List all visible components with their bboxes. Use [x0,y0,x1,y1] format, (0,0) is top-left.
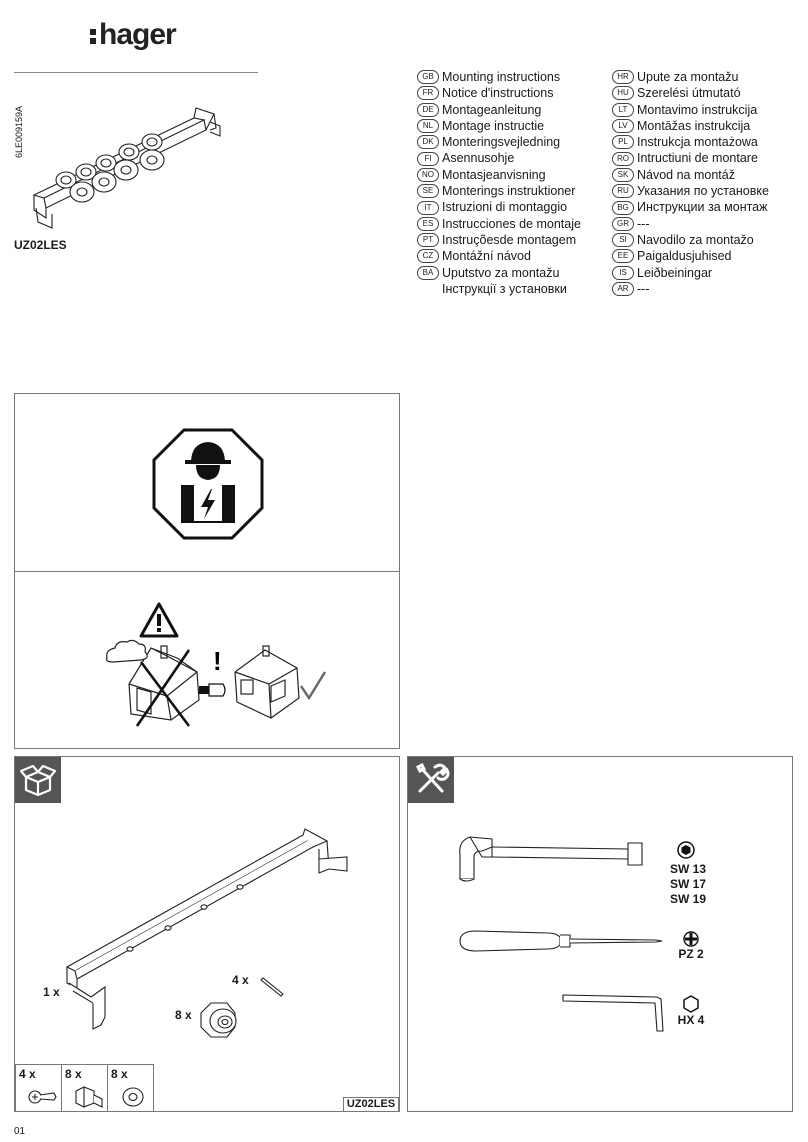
language-title: Instruçõesde montagem [442,232,577,247]
language-row [612,248,769,264]
language-row [612,199,769,215]
language-code-badge: HU [612,86,634,100]
screw-icon [26,1085,58,1109]
language-code-badge: LT [612,103,634,117]
language-title: Montageanleitung [442,102,542,117]
language-row [612,167,769,183]
language-list-left [417,69,581,297]
language-row [612,134,769,150]
language-row [417,85,581,101]
language-title: Інструкції з установки [442,281,567,296]
language-title: Montážní návod [442,249,531,264]
language-code-badge: LV [612,119,634,133]
screwdriver-illustration [456,923,676,959]
disconnect-power-illustration [101,600,331,728]
language-title: Upute za montažu [637,70,739,84]
language-title: Montavimo instrukcija [637,102,758,117]
language-row [417,102,581,118]
language-row [612,183,769,199]
screw-quantity: 4 x [19,1067,36,1081]
screwdriver-size: PZ 2 [678,947,704,961]
language-row [612,85,769,101]
electrician-panel [14,393,400,572]
language-title: Notice d'instructions [442,86,554,101]
language-title: Montasjeanvisning [442,167,546,182]
language-code-badge: NO [417,168,439,182]
warning-triangle-icon [141,604,177,636]
language-title: Leiðbeiningar [637,265,713,280]
language-code-badge: IS [612,266,634,280]
language-title: Navodilo za montažo [637,232,754,247]
pozidriv-tip-icon [683,931,699,947]
language-code-badge: FI [417,152,439,166]
tools-icon [408,757,454,803]
socket-size: SW 19 [669,892,706,906]
tools-panel [407,756,793,1112]
language-row [417,69,581,85]
product-code-label: UZ02LES [343,1097,399,1112]
language-row [612,69,769,85]
language-row [417,167,581,183]
language-row [417,199,581,215]
language-title: Инструкции за монтаж [637,200,768,215]
language-title: Szerelési útmutató [637,86,741,101]
hager-logo [90,18,176,52]
language-row [417,232,581,248]
language-row [612,150,769,166]
socket-size: SW 13 [669,862,706,876]
language-row [417,150,581,166]
hex-nut-icon [72,1083,104,1111]
language-row [417,118,581,134]
language-code-badge: SE [417,184,439,198]
product-code: UZ02LES [14,238,67,252]
language-title: Instrucciones de montaje [442,216,581,231]
language-code-badge: GR [612,217,634,231]
language-code-badge: PL [612,135,634,149]
language-title: --- [637,216,650,231]
language-title: Návod na montáž [637,167,735,182]
pin-illustration [257,972,287,1002]
language-code-badge: IT [417,201,439,215]
language-row [612,232,769,248]
open-box-icon [15,757,61,803]
nut-part-box [61,1064,108,1112]
product-assembly-illustration [24,100,229,235]
language-code-badge: AR [612,282,634,296]
page-number: 01 [14,1126,26,1137]
language-row [612,216,769,232]
language-title: Istruzioni di montaggio [442,200,568,215]
language-title: Monterings instruktioner [442,184,576,199]
hex-key-size: HX 4 [677,1013,705,1027]
language-row [417,183,581,199]
language-code-badge: FR [417,86,439,100]
language-row [417,265,581,281]
hex-key-icon [681,994,701,1014]
language-row [612,265,769,281]
document-ref-text: 6LE009159A [14,105,24,158]
language-title: --- [637,281,650,296]
language-title: Montāžas instrukcija [637,118,751,133]
language-code-badge: NL [417,119,439,133]
language-code-badge: PT [417,233,439,247]
language-row [417,248,581,264]
language-code-badge: SK [612,168,634,182]
language-code-badge: RU [612,184,634,198]
language-row [612,102,769,118]
washer-quantity: 8 x [111,1067,128,1081]
language-list-right [612,69,769,297]
language-title: Montage instructie [442,118,545,133]
language-row [612,281,769,297]
language-title: Uputstvo za montažu [442,265,560,280]
language-title: Asennusohje [442,151,515,166]
qualified-electrician-icon [151,427,265,541]
language-code-badge: HR [612,70,634,84]
rail-quantity: 1 x [43,985,60,999]
language-row [417,281,581,297]
language-title: Mounting instructions [442,70,561,84]
cross-mark-icon [137,650,189,726]
power-off-warning-panel [14,571,400,749]
pin-quantity: 4 x [232,973,249,987]
language-title: Paigaldusjuhised [637,249,732,264]
exclamation-hand-icon [199,646,225,696]
document-reference [2,86,24,158]
logo-dots-icon [90,26,96,47]
washer-part-box [107,1064,154,1112]
socket-wrench-illustration [456,831,646,893]
language-title: Указания по установке [637,184,769,199]
language-code-badge: SI [612,233,634,247]
language-row [612,118,769,134]
language-title: Intructiuni de montare [637,151,758,166]
language-code-badge [417,282,439,296]
gland-nut-quantity: 8 x [175,1008,192,1022]
socket-size: SW 17 [669,877,706,891]
language-title: Monteringsvejledning [442,135,561,150]
language-row [417,134,581,150]
hex-socket-icon [676,840,696,860]
language-code-badge: ES [417,217,439,231]
language-row [417,216,581,232]
language-code-badge: EE [612,249,634,263]
language-code-badge: RO [612,152,634,166]
screw-part-box [15,1064,62,1112]
gland-nut-illustration [195,997,245,1043]
hex-key-illustration [561,991,671,1037]
exclamation-mark: ! [213,646,222,676]
socket-sizes [663,862,713,907]
brand-name: hager [99,18,176,51]
nut-quantity: 8 x [65,1067,82,1081]
language-code-badge: GB [417,70,439,84]
language-code-badge: BG [612,201,634,215]
checkmark-icon [301,672,325,698]
cloud-icon [107,640,148,662]
language-code-badge: DK [417,135,439,149]
header-divider [14,72,258,73]
package-contents-panel [14,756,400,1112]
language-code-badge: CZ [417,249,439,263]
house-after-icon [235,646,299,718]
language-code-badge: DE [417,103,439,117]
language-title: Instrukcja montażowa [637,135,758,150]
washer-icon [120,1085,146,1109]
language-code-badge: BA [417,266,439,280]
